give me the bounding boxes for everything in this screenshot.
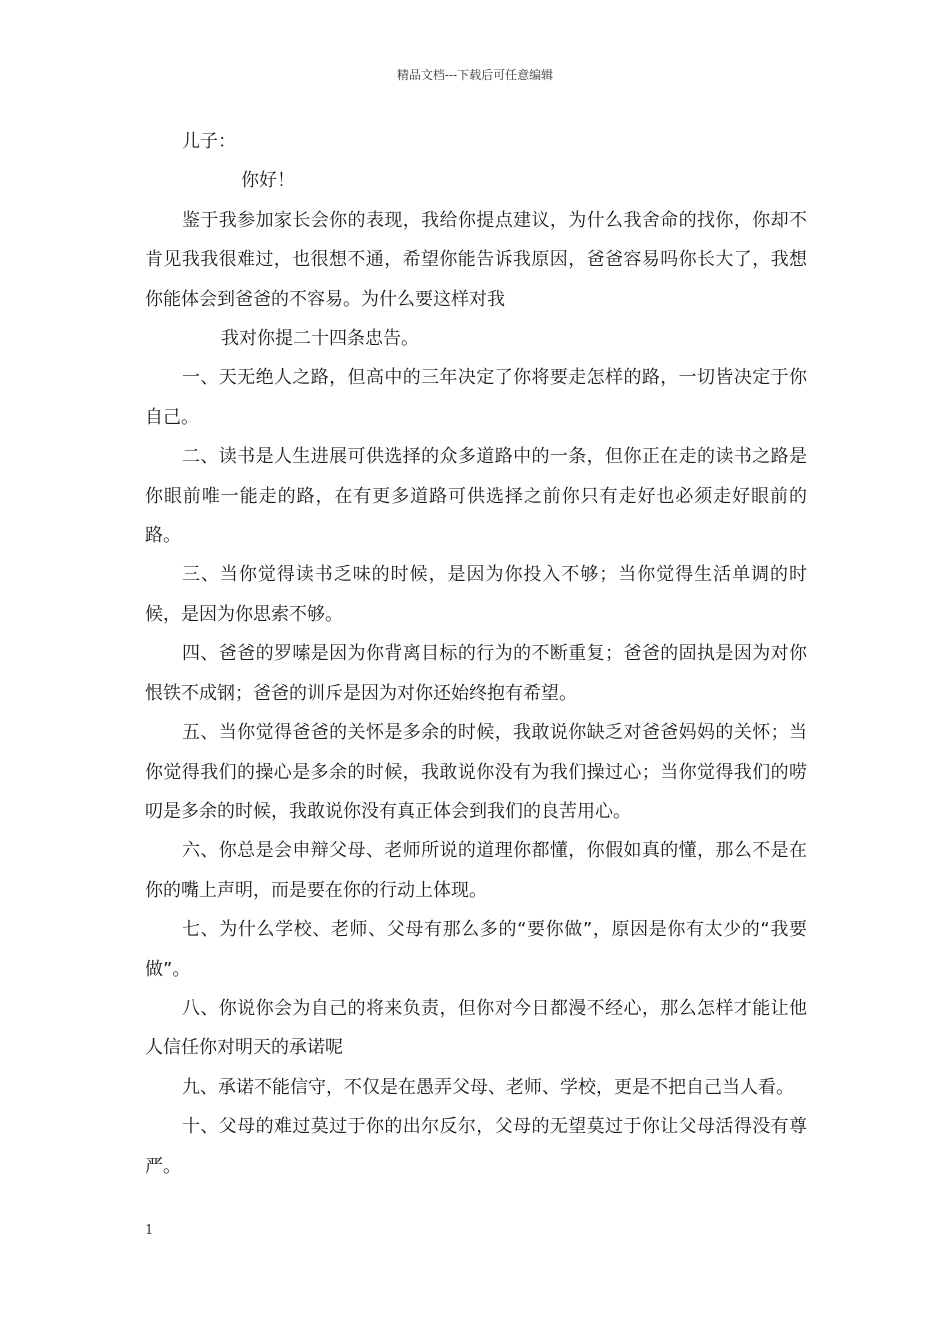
advice-item: 八、你说你会为自己的将来负责，但你对今日都漫不经心，那么怎样才能让他人信任你对明天的承诺呢 <box>145 997 807 1059</box>
advice-item: 六、你总是会申辩父母、老师所说的道理你都懂，你假如真的懂，那么不是在你的嘴上声明，而是要在你的行动上体现。 <box>145 840 807 901</box>
advice-item: 二、读书是人生进展可供选择的众多道路中的一条，但你正在走的读书之路是你眼前唯一能走的路，在有更多道路可供选择之前你只有走好也必须走好眼前的路。 <box>145 446 807 547</box>
letter-salutation: 儿子： <box>182 131 236 152</box>
advice-item: 三、当你觉得读书乏味的时候，是因为你投入不够；当你觉得生活单调的时候，是因为你思索不够。 <box>145 564 807 625</box>
letter-body <box>145 122 807 1186</box>
advice-item: 十、父母的难过莫过于你的出尔反尔，父母的无望莫过于你让父母活得没有尊严。 <box>145 1116 807 1177</box>
page-number: 1 <box>145 1223 154 1238</box>
page-header: 精品文档---下载后可任意编辑 <box>396 68 554 82</box>
advice-item: 四、爸爸的罗嗦是因为你背离目标的行为的不断重复；爸爸的固执是因为对你恨铁不成钢；爸爸的训斥是因为对你还始终抱有希望。 <box>145 643 807 704</box>
advice-item: 九、承诺不能信守，不仅是在愚弄父母、老师、学校，更是不把自己当人看。 <box>182 1076 794 1098</box>
letter-opening-paragraph: 鉴于我参加家长会你的表现，我给你提点建议，为什么我舍命的找你，你却不肯见我我很难过，也很想不通，希望你能告诉我原因，爸爸容易吗你长大了，我想你能体会到爸爸的不容易。为什么要这样对我 <box>145 209 807 310</box>
advice-item: 五、当你觉得爸爸的关怀是多余的时候，我敢说你缺乏对爸爸妈妈的关怀；当你觉得我们的操心是多余的时候，我敢说你没有为我们操过心；当你觉得我们的唠叨是多余的时候，我敢说你没有真正体会到我们的良苦用心。 <box>145 722 807 822</box>
advice-item: 七、为什么学校、老师、父母有那么多的“要你做”，原因是你有太少的“我要做”。 <box>145 919 807 980</box>
letter-greeting: 你好！ <box>241 170 295 192</box>
advice-intro: 我对你提二十四条忠告。 <box>221 328 419 350</box>
advice-item: 一、天无绝人之路，但高中的三年决定了你将要走怎样的路，一切皆决定于你自己。 <box>145 367 807 428</box>
